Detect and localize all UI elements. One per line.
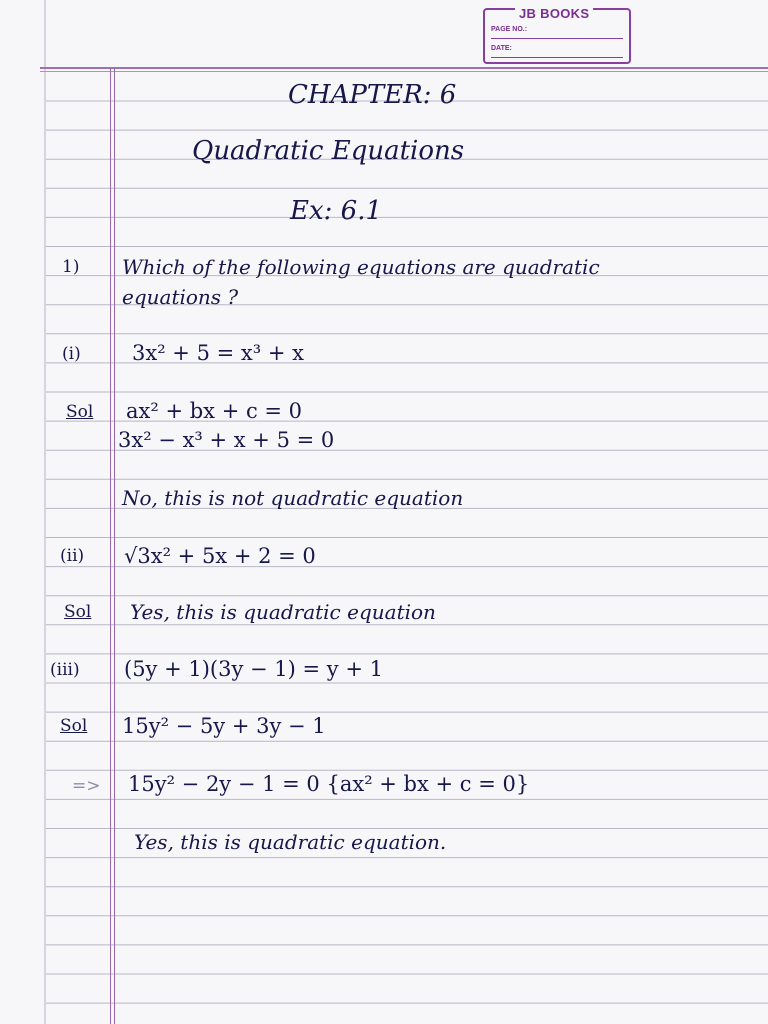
part-label: (ii) (60, 546, 85, 566)
left-margin-line (110, 67, 111, 1024)
top-margin-rule (40, 67, 768, 69)
chapter-title: CHAPTER: 6 (288, 80, 457, 110)
part-conclusion: No, this is not quadratic equation (122, 486, 464, 510)
part-label: (i) (62, 344, 81, 364)
solution-label: Sol (60, 716, 88, 736)
stamp-date-label: DATE: (491, 45, 512, 52)
solution-line: ax² + bx + c = 0 (126, 399, 303, 423)
page-stamp (483, 8, 631, 64)
solution-line: 3x² − x³ + x + 5 = 0 (118, 428, 335, 452)
question-number: 1) (62, 257, 80, 277)
final-equation: 15y² − 2y − 1 = 0 {ax² + bx + c = 0} (128, 772, 530, 796)
top-margin-rule-secondary (40, 71, 768, 72)
stamp-page-no-label: PAGE NO.: (491, 26, 528, 33)
solution-line: 15y² − 5y + 3y − 1 (122, 714, 326, 738)
part-equation: 3x² + 5 = x³ + x (132, 341, 304, 365)
stamp-brand: JB BOOKS (515, 6, 593, 21)
left-margin-line-secondary (114, 67, 115, 1024)
part-label: (iii) (50, 660, 80, 680)
question-text-line1: Which of the following equations are quadratic (122, 255, 600, 279)
question-text-line2: equations ? (122, 285, 239, 309)
part-conclusion: Yes, this is quadratic equation. (134, 830, 447, 854)
part-conclusion: Yes, this is quadratic equation (130, 600, 436, 624)
part-equation: (5y + 1)(3y − 1) = y + 1 (124, 657, 383, 681)
stamp-date-line (491, 57, 623, 58)
implies-arrow: => (72, 776, 101, 796)
stamp-page-no-line (491, 38, 623, 39)
part-equation: √3x² + 5x + 2 = 0 (124, 544, 316, 568)
solution-label: Sol (66, 402, 94, 422)
topic-title: Quadratic Equations (192, 136, 465, 166)
solution-label: Sol (64, 602, 92, 622)
exercise-title: Ex: 6.1 (290, 196, 383, 226)
page-left-edge (44, 0, 46, 1024)
